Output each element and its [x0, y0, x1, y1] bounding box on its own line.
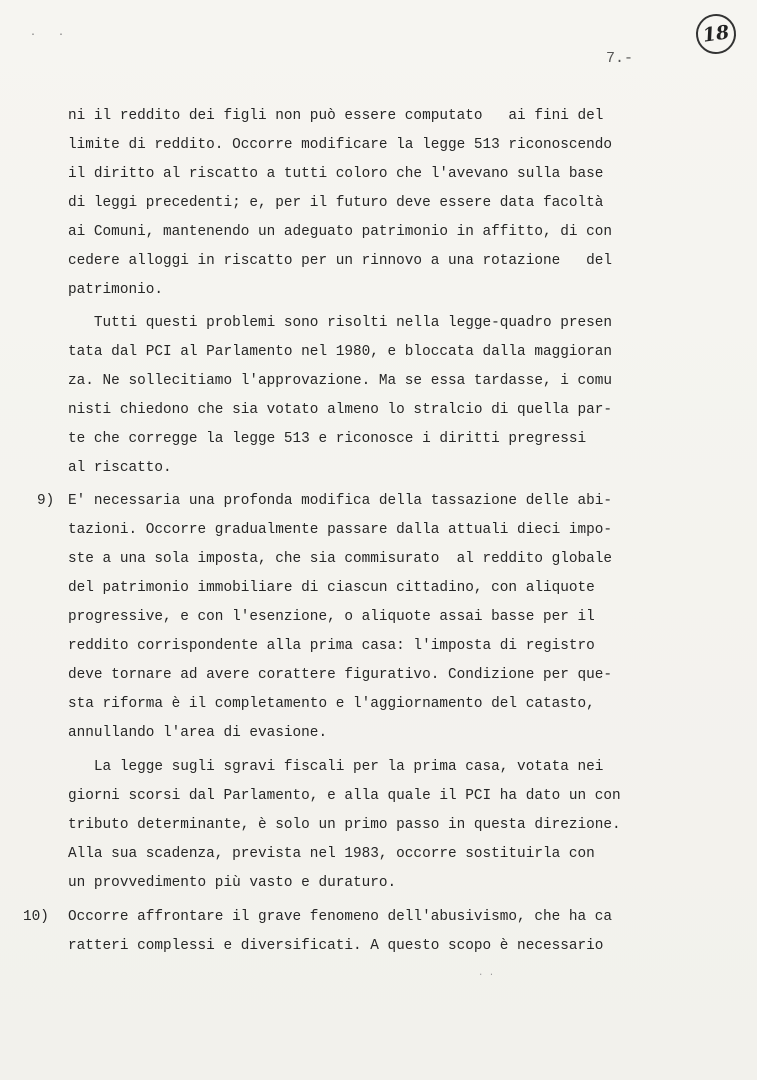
text-line: E' necessaria una profonda modifica della tassazione delle abi-: [68, 493, 613, 509]
page-number: 7.-: [606, 50, 634, 67]
text-line: progressive, e con l'esenzione, o aliquote assai basse per il: [68, 609, 595, 625]
text-line: La legge sugli sgravi fiscali per la prima casa, votata nei: [68, 759, 604, 775]
text-line: ai Comuni, mantenendo un adeguato patrimonio in affitto, di con: [68, 224, 613, 240]
text-line: ste a una sola imposta, che sia commisurato al reddito globale: [68, 551, 613, 567]
list-marker-9: 9): [37, 493, 55, 509]
text-line: deve tornare ad avere corattere figurativo. Condizione per que-: [68, 667, 613, 683]
text-line: tata dal PCI al Parlamento nel 1980, e bloccata dalla maggioran: [68, 344, 613, 360]
text-line: ratteri complessi e diversificati. A questo scopo è necessario: [68, 938, 604, 954]
text-line: di leggi precedenti; e, per il futuro deve essere data facoltà: [68, 195, 604, 211]
text-line: limite di reddito. Occorre modificare la legge 513 riconoscendo: [68, 137, 613, 153]
text-line: annullando l'area di evasione.: [68, 725, 328, 741]
text-line: giorni scorsi dal Parlamento, e alla quale il PCI ha dato un con: [68, 788, 621, 804]
text-line: nisti chiedono che sia votato almeno lo stralcio di quella par-: [68, 402, 613, 418]
text-line: cedere alloggi in riscatto per un rinnovo a una rotazione del: [68, 253, 613, 269]
stamp-number: 18: [701, 21, 731, 47]
text-line: un provvedimento più vasto e duraturo.: [68, 875, 397, 891]
list-marker-10: 10): [23, 909, 49, 925]
text-line: ni il reddito dei figli non può essere computato ai fini del: [68, 108, 604, 124]
page-stamp: [693, 11, 738, 56]
text-line: za. Ne sollecitiamo l'approvazione. Ma se essa tardasse, i comu: [68, 373, 613, 389]
text-line: Occorre affrontare il grave fenomeno dell'abusivismo, che ha ca: [68, 909, 613, 925]
text-line: tributo determinante, è solo un primo passo in questa direzione.: [68, 817, 621, 833]
text-line: Tutti questi problemi sono risolti nella legge-quadro presen: [68, 315, 613, 331]
text-line: sta riforma è il completamento e l'aggiornamento del catasto,: [68, 696, 595, 712]
text-line: al riscatto.: [68, 460, 172, 476]
text-line: reddito corrispondente alla prima casa: l'imposta di registro: [68, 638, 595, 654]
text-line: te che corregge la legge 513 e riconosce i diritti pregressi: [68, 431, 587, 447]
text-line: patrimonio.: [68, 282, 163, 298]
text-line: Alla sua scadenza, prevista nel 1983, occorre sostituirla con: [68, 846, 595, 862]
text-line: il diritto al riscatto a tutti coloro che l'avevano sulla base: [68, 166, 604, 182]
scan-specks: · ·: [478, 970, 495, 980]
text-line: del patrimonio immobiliare di ciascun cittadino, con aliquote: [68, 580, 595, 596]
scan-specks: · ·: [30, 30, 73, 41]
text-line: tazioni. Occorre gradualmente passare dalla attuali dieci impo-: [68, 522, 613, 538]
